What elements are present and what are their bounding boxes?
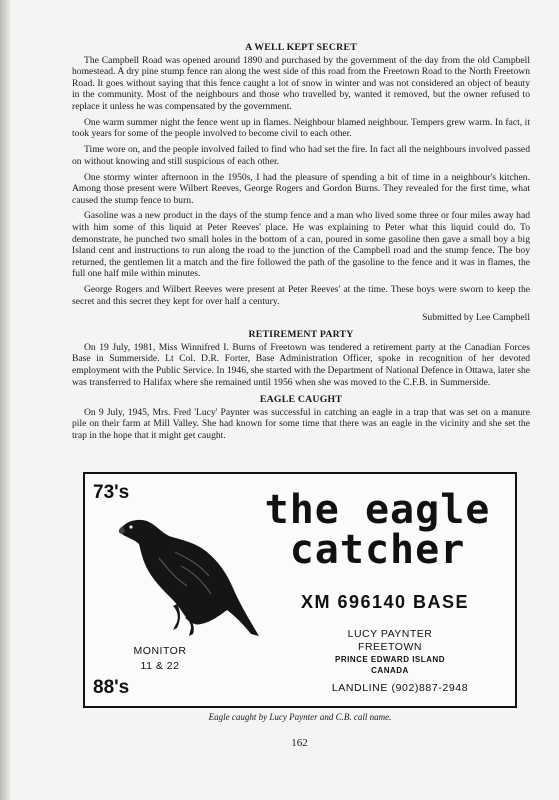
card-address: [310, 628, 470, 676]
credit-line: Submitted by Lee Campbell: [422, 311, 530, 323]
qsl-card: [83, 472, 517, 708]
card-title-line2: catcher: [289, 527, 466, 573]
page-number: 162: [291, 737, 308, 749]
card-country: CANADA: [371, 666, 409, 675]
monitor-label: MONITOR: [133, 645, 187, 657]
card-title-line1: the eagle: [264, 487, 491, 533]
paragraph: The Campbell Road was opened around 1890 and purchased by the government of the day from the old Campbell homestead. A dry pine stump fence ran along the west side of this road from the Freetown Road to the North Freetown Road. It goes without saying that this fence caught a lot of snow in winter and was not considered an object of beauty in the community. Most of the neighbours and those who travelled by, wanted it removed, but the owner refused to replace it unless he was compensated by the government.: [72, 54, 530, 112]
article-eagle: [72, 394, 530, 441]
monitor-channels: 11 & 22: [140, 660, 180, 672]
card-monitor: [105, 644, 215, 674]
article-secret: [72, 42, 530, 323]
card-name: LUCY PAYNTER: [347, 628, 433, 640]
eagle-icon: [115, 512, 265, 642]
heading-eagle: EAGLE CAUGHT: [259, 394, 343, 406]
card-town: FREETOWN: [358, 641, 422, 653]
binding-gutter: [0, 0, 10, 800]
card-bottom-left: 88's: [93, 677, 130, 698]
card-top-left: 73's: [93, 482, 130, 503]
paragraph: Gasoline was a new product in the days of the stump fence and a man who lived some three or four miles away had with him some of this liquid at Peter Reeves' place. He was explaining to Peter what this liquid could do. To demonstrate, he punched two small holes in the bottom of a can, poured in some gasoline then gave a small boy a big Island cent and instructions to run along the road to the junction of the Campbell road and the stump fence. The boy returned, the gentlemen lit a match and the fire followed the path of the gasoline to the fence and it was in flames, the full one half mile within minutes.: [72, 210, 530, 280]
paragraph: On 19 July, 1981, Miss Winnifred I. Burns of Freetown was tendered a retirement party at the Canadian Forces Base in Summerside. Lt Col. D.R. Forter, Base Administration Officer, spoke in recognition of her devoted employment with the Public Service. In 1946, she started with the Department of National Defence in Ottawa, later she was transferred to Halifax where she remained until 1956 when she was moved to the C.F.B. in Summerside.: [72, 341, 530, 388]
heading-retirement: RETIREMENT PARTY: [248, 329, 354, 341]
paragraph: One warm summer night the fence went up in flames. Neighbour blamed neighbour. Tempers grew warm. In fact, it took years for some of the people involved to become civil to each other.: [72, 116, 530, 140]
heading-secret: A WELL KEPT SECRET: [245, 42, 357, 53]
page-body: [72, 42, 530, 448]
paragraph: One stormy winter afternoon in the 1950s, I had the pleasure of spending a bit of time in a neighbour's kitchen. Among those present were Wilbert Reeves, George Rogers and Gordon Burns. They revealed for the first time, what caused the stump fence to burn.: [72, 171, 530, 206]
figure-caption: Eagle caught by Lucy Paynter and C.B. call name.: [208, 712, 392, 722]
card-callsign: XM 696140 BASE: [300, 592, 470, 612]
paragraph: On 9 July, 1945, Mrs. Fred 'Lucy' Paynter was successful in catching an eagle in a trap that was set on a manure pile on their farm at Mill Valley. She had known for some time that there was an eagle in the vicinity and she set the trap in the hope that it might get caught.: [72, 406, 530, 441]
article-retirement: [72, 329, 530, 388]
card-title: [240, 487, 515, 573]
card-landline: LANDLINE (902)887-2948: [331, 682, 469, 694]
paragraph: George Rogers and Wilbert Reeves were present at Peter Reeves' at the time. These boys were sworn to keep the secret and this secret they kept for over half a century.: [72, 284, 530, 307]
card-province: PRINCE EDWARD ISLAND: [334, 655, 445, 664]
paragraph: Time wore on, and the people involved failed to find who had set the fire. In fact all the neighbours involved passed on without knowing and still suspicious of each other.: [72, 144, 530, 167]
